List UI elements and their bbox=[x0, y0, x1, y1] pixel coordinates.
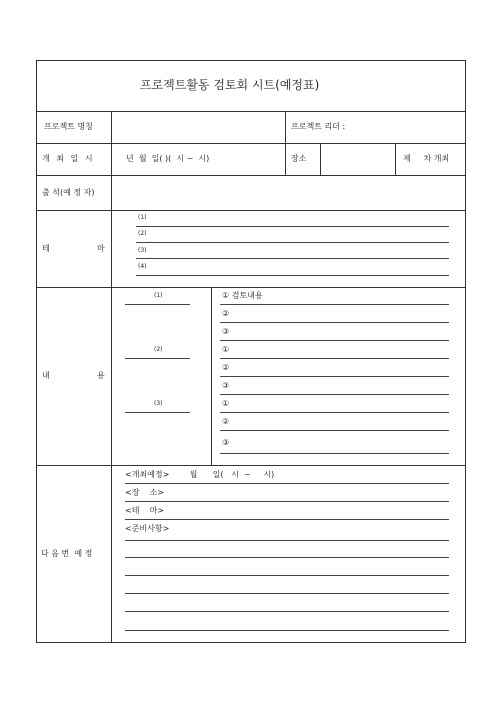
divider bbox=[36, 210, 466, 211]
next-line bbox=[125, 519, 449, 520]
content-left-line bbox=[125, 358, 190, 359]
meeting-datetime-label: 개 최 일 시 bbox=[42, 154, 93, 163]
content-label-left: 내 bbox=[42, 371, 50, 380]
theme-line bbox=[136, 226, 449, 227]
content-left-item-3: (3) bbox=[154, 400, 163, 407]
content-left-item-2: (2) bbox=[154, 346, 163, 353]
nth-meeting-label: 제 차 개최 bbox=[403, 154, 450, 163]
content-line-4: ① bbox=[222, 345, 230, 354]
divider bbox=[36, 175, 466, 176]
content-right-line bbox=[220, 322, 449, 323]
content-line-9: ③ bbox=[222, 438, 230, 447]
content-line-5: ② bbox=[222, 363, 230, 372]
next-line bbox=[125, 630, 449, 631]
next-place-line: <장 소> bbox=[125, 488, 165, 497]
divider bbox=[111, 111, 112, 643]
next-line bbox=[125, 557, 449, 558]
divider bbox=[395, 143, 396, 175]
next-line bbox=[125, 483, 449, 484]
meeting-datetime-value: 년 월 일( )( 시 ~ 시) bbox=[126, 154, 210, 163]
attendees-label: 출 석(예 정 자) bbox=[42, 188, 95, 197]
theme-label-left: 테 bbox=[42, 244, 50, 253]
next-prep-line: <준비사항> bbox=[125, 524, 170, 533]
content-left-line bbox=[125, 412, 190, 413]
content-line-7: ① bbox=[222, 399, 230, 408]
theme-line bbox=[136, 275, 449, 276]
project-name-label: 프로젝트 명칭 bbox=[44, 122, 93, 131]
theme-item-4: (4) bbox=[138, 263, 147, 270]
page-title: 프로젝트활동 검토회 시트(예정표) bbox=[140, 78, 320, 92]
theme-line bbox=[136, 258, 449, 259]
next-line bbox=[125, 593, 449, 594]
theme-label-right: 마 bbox=[97, 244, 105, 253]
next-line bbox=[125, 611, 449, 612]
theme-item-3: (3) bbox=[138, 247, 147, 254]
divider bbox=[211, 287, 212, 465]
divider bbox=[36, 465, 466, 466]
review-sheet-form bbox=[36, 60, 466, 643]
place-label: 장소 bbox=[291, 154, 307, 163]
content-right-line bbox=[220, 394, 449, 395]
next-line bbox=[125, 540, 449, 541]
next-schedule-label: 다 음 번 예 정 bbox=[41, 549, 93, 558]
content-left-line bbox=[125, 304, 190, 305]
content-right-line bbox=[220, 412, 449, 413]
content-line-8: ② bbox=[222, 417, 230, 426]
content-line-1: ① 검토내용 bbox=[222, 291, 263, 300]
divider bbox=[320, 143, 321, 175]
content-right-line bbox=[220, 430, 449, 431]
theme-item-2: (2) bbox=[138, 230, 147, 237]
content-right-line bbox=[220, 358, 449, 359]
divider bbox=[36, 111, 466, 112]
content-line-2: ② bbox=[222, 309, 230, 318]
divider bbox=[285, 143, 286, 175]
content-right-line bbox=[220, 453, 449, 454]
content-line-3: ③ bbox=[222, 327, 230, 336]
content-left-item-1: (1) bbox=[154, 292, 163, 299]
project-leader-label: 프로젝트 리더 : bbox=[291, 122, 346, 131]
content-label-right: 용 bbox=[97, 371, 105, 380]
content-right-line bbox=[220, 376, 449, 377]
next-theme-line: <테 마> bbox=[125, 506, 165, 515]
next-line bbox=[125, 575, 449, 576]
content-right-line bbox=[220, 304, 449, 305]
divider bbox=[36, 143, 466, 144]
divider bbox=[36, 287, 466, 288]
theme-item-1: (1) bbox=[138, 214, 147, 221]
content-line-6: ③ bbox=[222, 381, 230, 390]
next-line bbox=[125, 501, 449, 502]
next-meeting-line: <개최예정> 월 일( 시 ~ 시) bbox=[125, 470, 275, 479]
divider bbox=[285, 111, 286, 143]
content-right-line bbox=[220, 340, 449, 341]
theme-line bbox=[136, 242, 449, 243]
